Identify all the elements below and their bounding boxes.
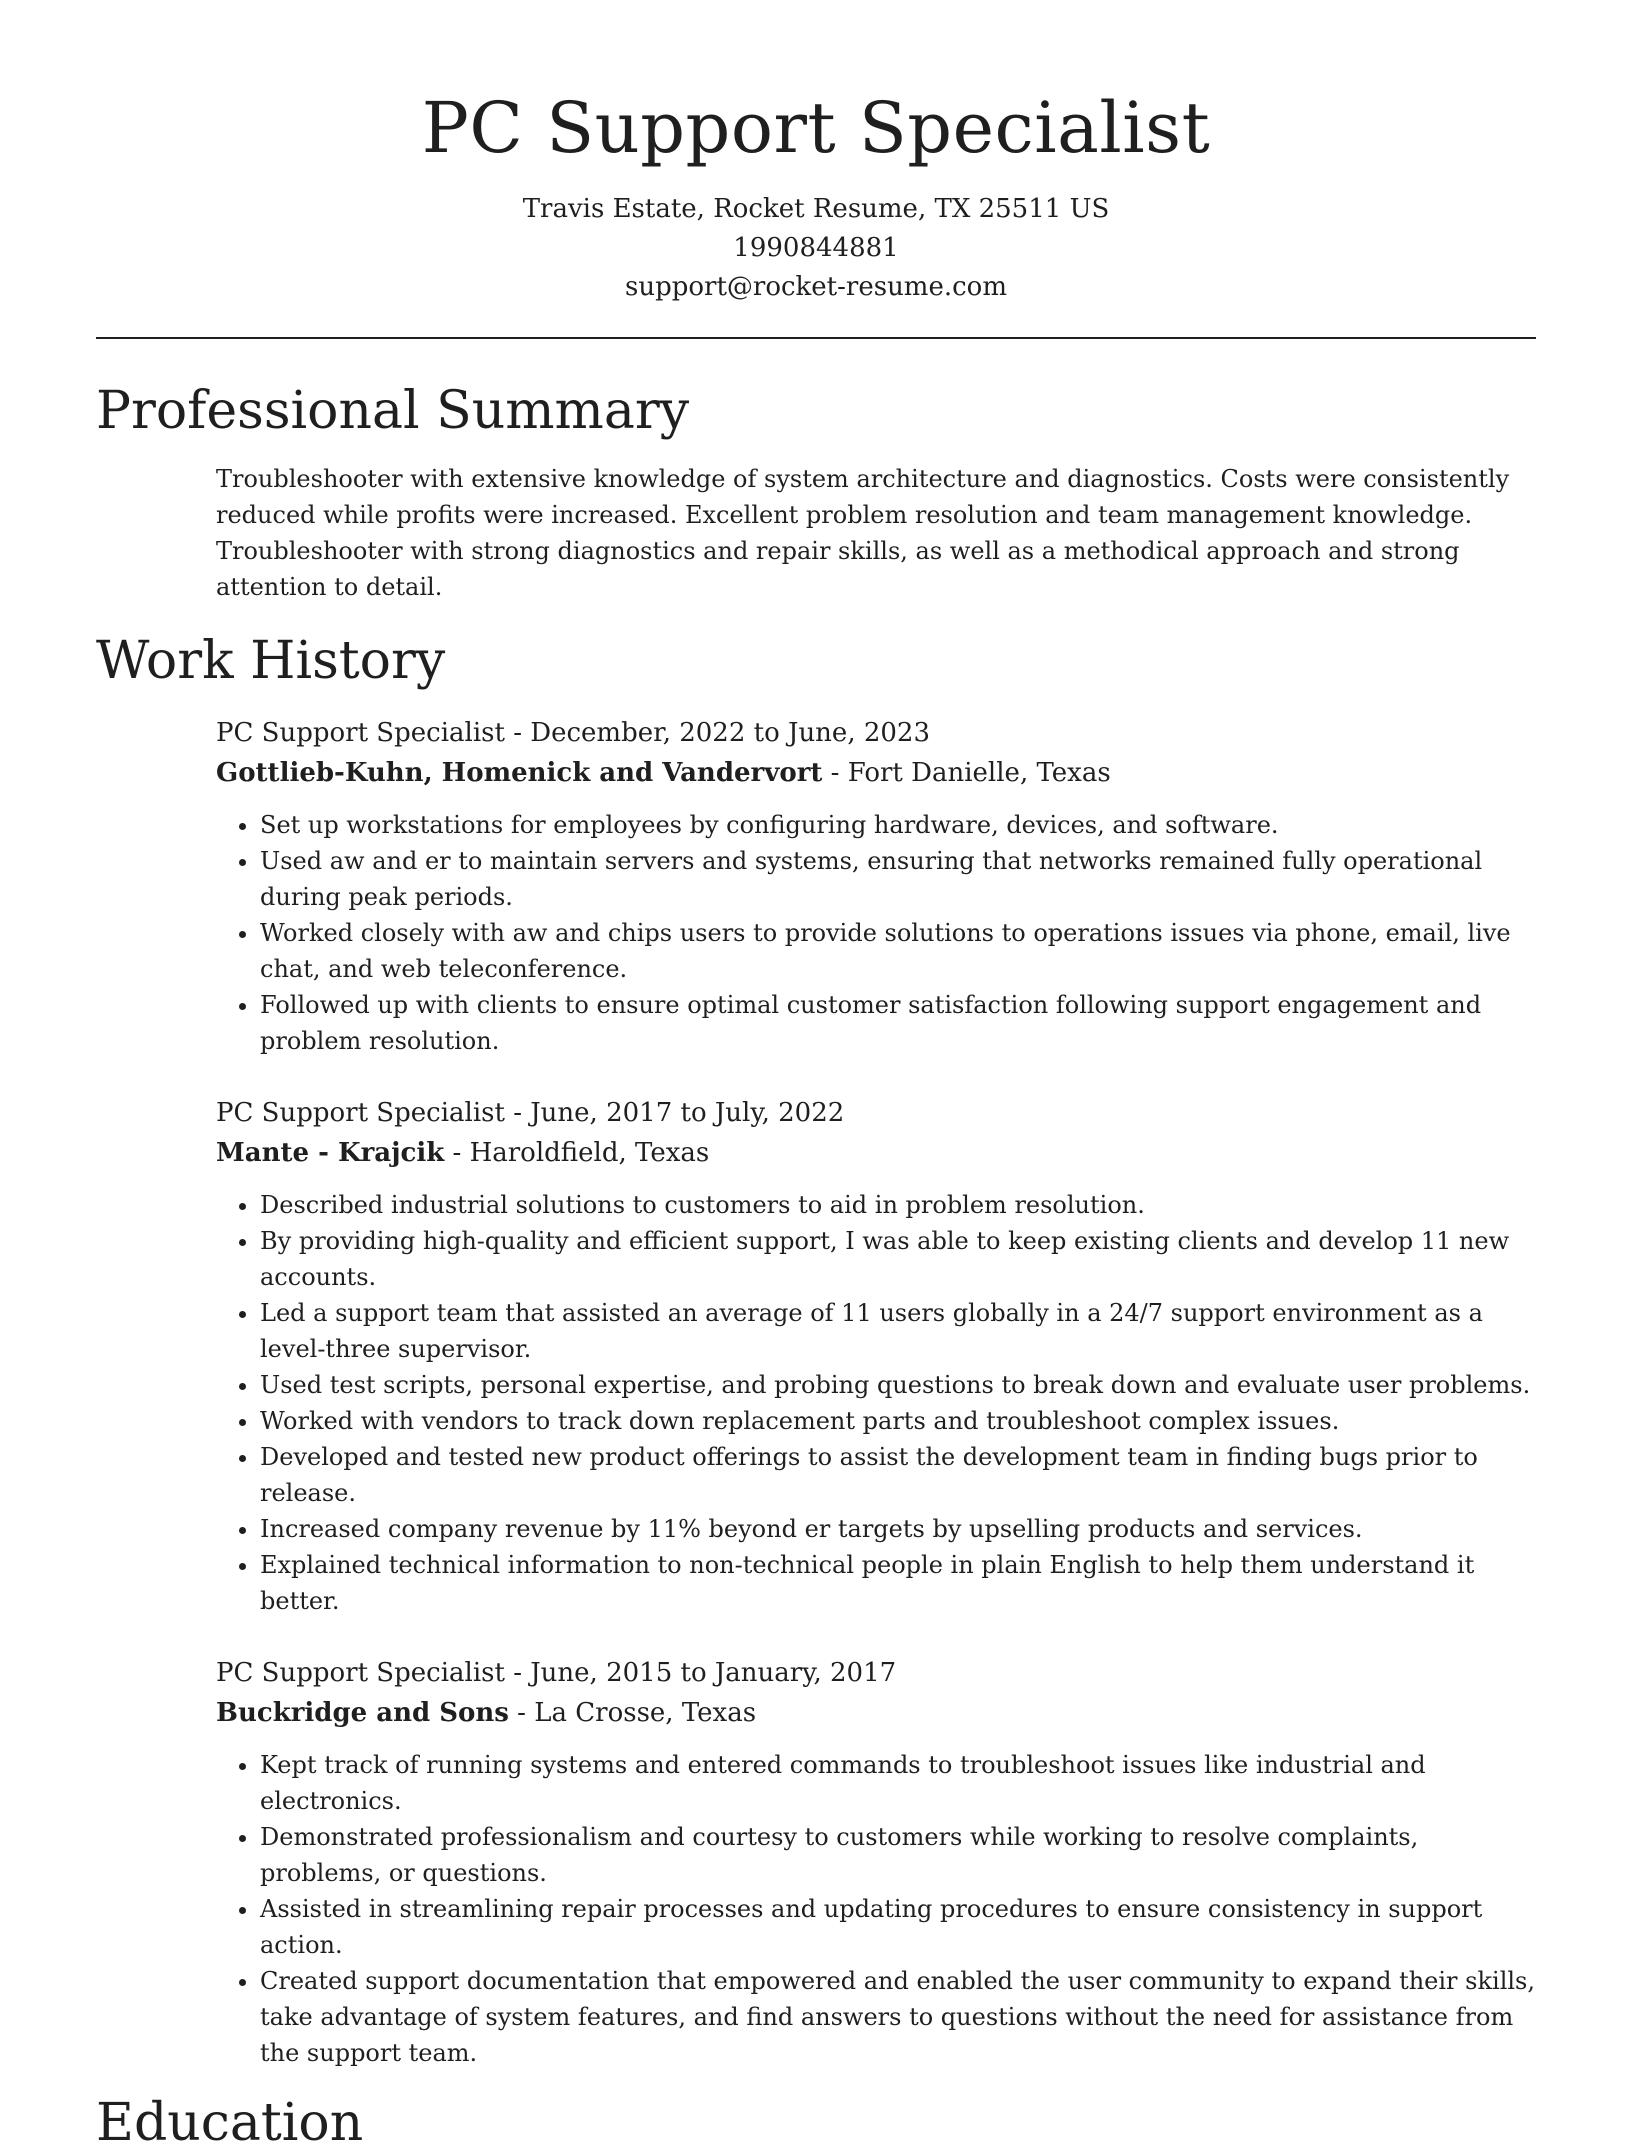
job-bullet: • Explained technical information to non-technical people in plain English to help them understand it better. bbox=[260, 1547, 1536, 1619]
job-title: PC Support Specialist bbox=[216, 1098, 505, 1128]
job-company-line bbox=[216, 753, 1536, 793]
job-title-line bbox=[216, 1653, 1536, 1693]
job-title: PC Support Specialist bbox=[216, 718, 505, 748]
job-dates: - June, 2017 to July, 2022 bbox=[504, 1098, 845, 1128]
job-company: Buckridge and Sons bbox=[216, 1698, 509, 1728]
job-dates: - June, 2015 to January, 2017 bbox=[504, 1658, 897, 1688]
job-entry bbox=[216, 713, 1536, 1059]
job-bullet: • By providing high-quality and efficient support, I was able to keep existing clients and develop 11 new accounts. bbox=[260, 1223, 1536, 1295]
resume-page bbox=[96, 0, 1536, 2153]
job-bullet: • Followed up with clients to ensure optimal customer satisfaction following support engagement and problem resolution. bbox=[260, 987, 1536, 1059]
resume-header bbox=[96, 0, 1536, 307]
phone: 1990844881 bbox=[733, 233, 899, 263]
job-bullet: • Led a support team that assisted an average of 11 users globally in a 24/7 support environment as a level-three supervisor. bbox=[260, 1295, 1536, 1367]
job-company: Gottlieb-Kuhn, Homenick and Vandervort bbox=[216, 758, 823, 788]
job-entry bbox=[216, 1653, 1536, 2071]
job-location: - La Crosse, Texas bbox=[508, 1698, 757, 1728]
job-title: PC Support Specialist bbox=[216, 1658, 505, 1688]
email: support@rocket-resume.com bbox=[624, 272, 1007, 302]
job-bullet: • Worked with vendors to track down replacement parts and troubleshoot complex issues. bbox=[260, 1403, 1536, 1439]
job-bullets bbox=[216, 1747, 1536, 2071]
job-company: Mante - Krajcik bbox=[216, 1138, 445, 1168]
address: Travis Estate, Rocket Resume, TX 25511 US bbox=[522, 194, 1110, 224]
job-bullets bbox=[216, 1187, 1536, 1619]
job-bullets bbox=[216, 807, 1536, 1059]
job-bullet: • Kept track of running systems and entered commands to troubleshoot issues like industrial and electronics. bbox=[260, 1747, 1536, 1819]
job-bullet: • Increased company revenue by 11% beyond er targets by upselling products and services. bbox=[260, 1511, 1536, 1547]
job-title-line bbox=[216, 713, 1536, 753]
job-bullet: • Assisted in streamlining repair processes and updating procedures to ensure consistency in support action. bbox=[260, 1891, 1536, 1963]
header-divider bbox=[96, 337, 1536, 339]
job-bullet: • Used test scripts, personal expertise, and probing questions to break down and evaluate user problems. bbox=[260, 1367, 1536, 1403]
job-bullet: • Used aw and er to maintain servers and systems, ensuring that networks remained fully operational during peak periods. bbox=[260, 843, 1536, 915]
summary-text: Troubleshooter with extensive knowledge of system architecture and diagnostics. Costs were consistently reduced while profits were increased. Excellent problem resolution and team management knowledge. Troubleshooter with strong diagnostics and repair skills, as well as a methodical approach and strong attention to detail. bbox=[216, 465, 1510, 601]
job-bullet: • Demonstrated professionalism and courtesy to customers while working to resolve complaints, problems, or questions. bbox=[260, 1819, 1536, 1891]
resume-name: PC Support Specialist bbox=[421, 87, 1211, 169]
job-location: - Haroldfield, Texas bbox=[444, 1138, 710, 1168]
education-heading: Education bbox=[96, 2093, 364, 2153]
job-bullet: • Worked closely with aw and chips users to provide solutions to operations issues via phone, email, live chat, and web teleconference. bbox=[260, 915, 1536, 987]
job-company-line bbox=[216, 1693, 1536, 1733]
job-title-line bbox=[216, 1093, 1536, 1133]
job-bullet: • Developed and tested new product offerings to assist the development team in finding bugs prior to release. bbox=[260, 1439, 1536, 1511]
job-dates: - December, 2022 to June, 2023 bbox=[504, 718, 931, 748]
summary-heading: Professional Summary bbox=[96, 381, 690, 441]
job-location: - Fort Danielle, Texas bbox=[822, 758, 1111, 788]
work-history-heading: Work History bbox=[96, 631, 446, 691]
job-entry bbox=[216, 1093, 1536, 1619]
job-bullet: • Described industrial solutions to customers to aid in problem resolution. bbox=[260, 1187, 1536, 1223]
job-bullet: • Set up workstations for employees by configuring hardware, devices, and software. bbox=[260, 807, 1536, 843]
job-bullet: • Created support documentation that empowered and enabled the user community to expand their skills, take advantage of system features, and find answers to questions without the need for assistance from the support team. bbox=[260, 1963, 1536, 2071]
job-company-line bbox=[216, 1133, 1536, 1173]
contact-info bbox=[96, 190, 1536, 307]
